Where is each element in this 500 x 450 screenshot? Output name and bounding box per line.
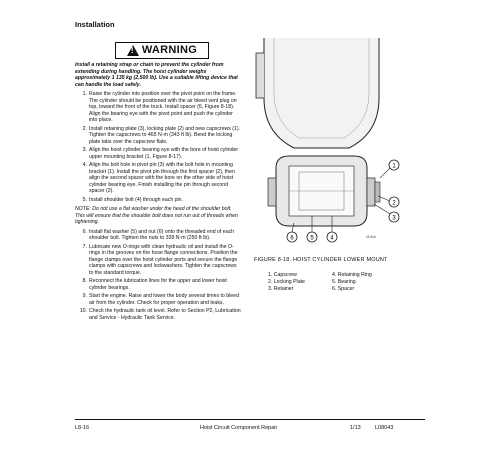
footer-code: L08043 — [375, 425, 394, 431]
legend-item: 5. Bearing — [332, 279, 356, 285]
svg-text:2: 2 — [392, 200, 396, 207]
step-item: 7. Lubricate new O-rings with clean hydraulic oil and install the O-rings in the grooves on the hose flange connections. Position the flange clamps over the hoist cylinder ports and secure the flange clamps with capscrews and lockwashers. Tighten the capscrews to the standard torque. — [82, 243, 238, 276]
figure-code: NL8cb — [366, 235, 377, 239]
step-item: 8. Reconnect the lubrication lines for the upper and lower hoist cylinder bearings. — [82, 278, 227, 291]
callout-1 — [380, 160, 399, 178]
hoist-cylinder-lower-mount-figure — [254, 38, 404, 248]
warning-banner — [115, 42, 209, 59]
footer-date: 1/13 — [350, 425, 361, 431]
footer-page-number: L8-16 — [75, 425, 90, 431]
legend-item: 2. Locking Plate — [268, 279, 305, 285]
svg-text:5: 5 — [310, 235, 314, 242]
legend-item: 3. Retainer — [268, 286, 294, 292]
cylinder-body — [256, 38, 379, 148]
footer-divider — [75, 419, 425, 420]
legend-item: 4. Retaining Ring — [332, 272, 372, 278]
left-column — [75, 42, 241, 323]
footer-title: Hoist Circuit Component Repair — [200, 425, 278, 431]
legend-item: 6. Spacer — [332, 286, 355, 292]
section-title: Installation — [75, 20, 115, 29]
step-item: 10. Check the hydraulic tank oil level. Refer to Section P2, Lubrication and Service - Hydraulic Tank Service. — [79, 308, 241, 321]
callout-2 — [378, 196, 399, 207]
step-item: 2. Install retaining plate (3), locking plate (2) and new capscrews (1). Tighten the capscrews to 465 N·m (343 ft lb). Bend the locking plate tabs over the capscrew flats. — [82, 125, 241, 145]
bearing-assembly — [268, 156, 380, 226]
step-item: 3. Align the hoist cylinder bearing eye with the bore of hoist cylinder upper mounting bracket (1, Figure 8-17). — [82, 147, 239, 160]
steps-list-a — [75, 91, 241, 203]
step-item: 9. Start the engine. Raise and lower the body several times to bleed air from the cylinder. Check for proper operation and leaks. — [82, 293, 239, 306]
svg-text:4: 4 — [330, 235, 334, 242]
step-item: 5. Install shoulder bolt (4) through each pin. — [82, 196, 184, 203]
figure-legend — [268, 272, 402, 293]
legend-item: 1. Capscrew — [268, 272, 297, 278]
warning-title: WARNING — [141, 44, 198, 57]
figure-caption: FIGURE 8-18. HOIST CYLINDER LOWER MOUNT — [254, 257, 388, 263]
note-text: NOTE: Do not use a flat washer under the head of the shoulder bolt. This will ensure that the shoulder bolt does not run out of threads when tightening. — [75, 206, 238, 225]
step-item: 6. Install flat washer (5) and nut (6) onto the threaded end of each shoulder bolt. Tighten the nuts to 339 N·m (250 ft lb). — [82, 228, 235, 241]
steps-list-b — [75, 229, 241, 322]
svg-text:3: 3 — [392, 215, 396, 222]
warning-text: Install a retaining strap or chain to prevent the cylinder from extending during handling. The hoist cylinder weighs approximately 1 135 kg (2,500 lb). Use a suitable lifting device that can handle the load safely. — [75, 62, 238, 88]
step-item: 4. Align the bolt hole in pivot pin (3) with the bolt hole in mounting bracket (1). Install the pivot pin through the first spacer (2), then align the second spacer with the bore on the other side of hoist cylinder bearing eye. Finish installing the pin through second spacer (2). — [82, 162, 235, 194]
svg-text:1: 1 — [392, 163, 396, 170]
warning-triangle-icon: ! — [127, 45, 139, 56]
svg-text:6: 6 — [290, 235, 294, 242]
step-item: 1. Raise the cylinder into position over the pivot point on the frame. The cylinder should be positioned with the air bleed vent plug on top, toward the front of the truck. Install spacer (6, Figure 8-18). Align the bearing eye with the pivot point and push the cylinder into place. — [82, 91, 237, 123]
